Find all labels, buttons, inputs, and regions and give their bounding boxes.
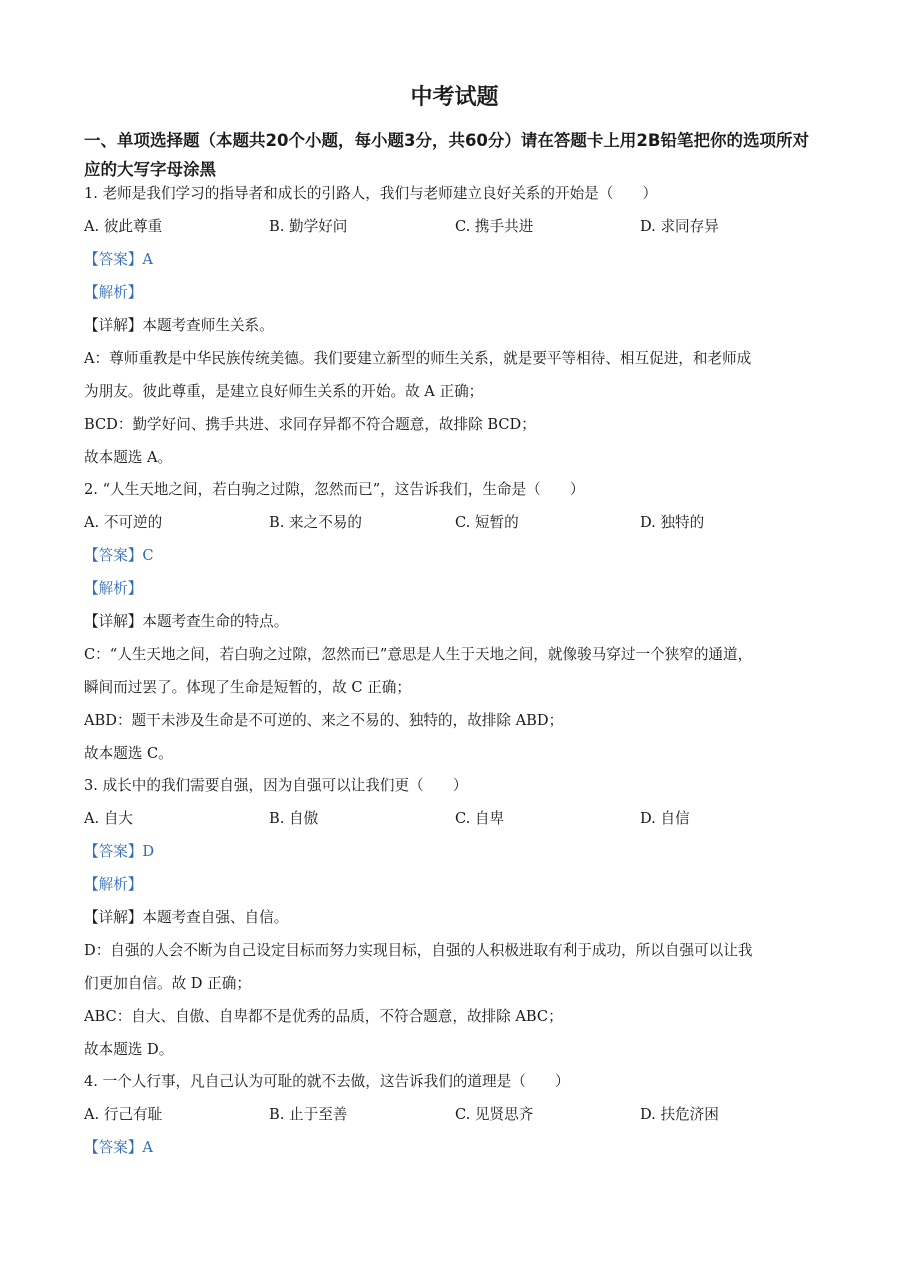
q1-detail: 【详解】本题考查师生关系。: [84, 317, 274, 334]
q1-answer: [84, 250, 153, 270]
q2-answer-text: 【答案】C: [84, 547, 154, 564]
q1-option-a: A. 彼此尊重: [84, 218, 163, 235]
question-2-stem: 2. “人生天地之间，若白驹之过隙，忽然而已”，这告诉我们，生命是（ ）: [84, 481, 585, 498]
q1-option-b: B. 勤学好问: [269, 218, 348, 235]
q4-answer-text: 【答案】A: [84, 1139, 153, 1156]
q3-option-d: D. 自信: [640, 810, 690, 827]
q3-analysis-label: 【解析】: [84, 876, 143, 893]
q3-option-a: A. 自大: [84, 810, 134, 827]
question-4-stem: 4. 一个人行事，凡自己认为可耻的就不去做，这告诉我们的道理是（ ）: [84, 1073, 570, 1090]
q3-answer-text: 【答案】D: [84, 843, 155, 860]
q3-option-c: C. 自卑: [455, 810, 505, 827]
q3-option-b: B. 自傲: [269, 810, 319, 827]
q3-answer: [84, 842, 154, 862]
q2-explanation-line-2: 瞬间而过罢了。体现了生命是短暂的，故 C 正确；: [84, 679, 411, 696]
q2-option-b: B. 来之不易的: [269, 514, 362, 531]
q2-conclusion: 故本题选 C。: [84, 745, 173, 762]
q3-explanation-line-1: D：自强的人会不断为自己设定目标而努力实现目标，自强的人积极进取有利于成功，所以自强可以让我: [84, 942, 753, 959]
q4-option-c: C. 见贤思齐: [455, 1106, 534, 1123]
q1-conclusion: 故本题选 A。: [84, 449, 173, 466]
q2-detail: 【详解】本题考查生命的特点。: [84, 613, 289, 630]
q2-explanation-line-3: ABD：题干未涉及生命是不可逆的、来之不易的、独特的，故排除 ABD；: [84, 712, 564, 729]
q1-explanation-line-1: A：尊师重教是中华民族传统美德。我们要建立新型的师生关系，就是要平等相待、相互促进，和老师成: [84, 350, 752, 367]
q1-option-c: C. 携手共进: [455, 218, 534, 235]
q4-option-a: A. 行己有耻: [84, 1106, 163, 1123]
q3-detail: 【详解】本题考查自强、自信。: [84, 909, 289, 926]
q2-analysis-label: 【解析】: [84, 580, 143, 597]
q1-explanation-line-3: BCD：勤学好问、携手共进、求同存异都不符合题意，故排除 BCD；: [84, 416, 536, 433]
section-heading: 一、单项选择题（本题共20个小题，每小题3分，共60分）请在答题卡上用2B铅笔把你的选项所对应的大写字母涂黑: [84, 131, 809, 179]
page-title: 中考试题: [410, 85, 499, 110]
q1-option-d: D. 求同存异: [640, 218, 719, 235]
q1-analysis-label: 【解析】: [84, 284, 143, 301]
q4-answer: [84, 1138, 153, 1158]
q2-explanation-line-1: C：“人生天地之间，若白驹之过隙，忽然而已”意思是人生于天地之间，就像骏马穿过一个狭窄的通道，: [84, 646, 753, 663]
q4-option-d: D. 扶危济困: [640, 1106, 719, 1123]
q3-explanation-line-3: ABC：自大、自傲、自卑都不是优秀的品质，不符合题意，故排除 ABC；: [84, 1008, 563, 1025]
question-3-stem: 3. 成长中的我们需要自强，因为自强可以让我们更（ ）: [84, 777, 468, 794]
q2-option-a: A. 不可逆的: [84, 514, 163, 531]
q1-explanation-line-2: 为朋友。彼此尊重，是建立良好师生关系的开始。故 A 正确；: [84, 383, 484, 400]
q2-answer: [84, 546, 154, 566]
q3-explanation-line-2: 们更加自信。故 D 正确；: [84, 975, 251, 992]
q2-option-c: C. 短暂的: [455, 514, 519, 531]
q4-option-b: B. 止于至善: [269, 1106, 348, 1123]
question-1-stem: 1. 老师是我们学习的指导者和成长的引路人，我们与老师建立良好关系的开始是（ ）: [84, 185, 658, 202]
q2-option-d: D. 独特的: [640, 514, 705, 531]
q3-conclusion: 故本题选 D。: [84, 1041, 174, 1058]
q1-answer-text: 【答案】A: [84, 251, 153, 268]
